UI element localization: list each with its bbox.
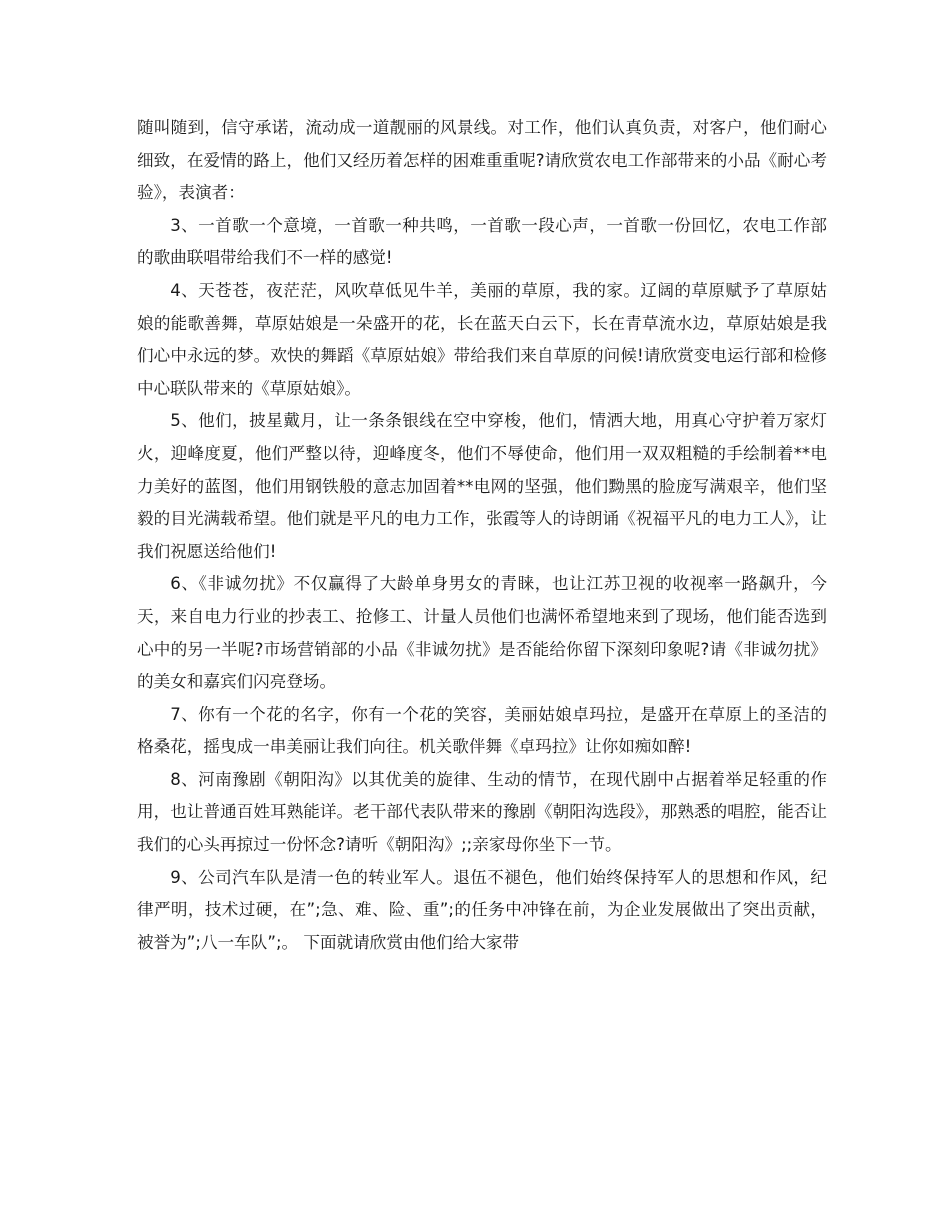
paragraph-3: 4、天苍苍，夜茫茫，风吹草低见牛羊，美丽的草原，我的家。辽阔的草原赋予了草原姑娘的能歌善舞，草原姑娘是一朵盛开的花，长在蓝天白云下，长在青草流水边，草原姑娘是我们心中永远的梦。欢快的舞蹈《草原姑娘》带给我们来自草原的问候!请欣赏变电运行部和检修中心联队带来的《草原姑娘》。 (137, 280, 827, 398)
paragraph-8: 9、公司汽车队是清一色的转业军人。退伍不褪色，他们始终保持军人的思想和作风，纪律严明，技术过硬，在”;急、难、险、重”;的任务中冲锋在前，为企业发展做出了突出贡献，被誉为”;八一车队”;。 下面就请欣赏由他们给大家带 (137, 867, 827, 952)
document-body (137, 112, 827, 959)
paragraph-7: 8、河南豫剧《朝阳沟》以其优美的旋律、生动的情节，在现代剧中占据着举足轻重的作用，也让普通百姓耳熟能详。老干部代表队带来的豫剧《朝阳沟选段》，那熟悉的唱腔，能否让我们的心头再掠过一份怀念?请听《朝阳沟》;;亲家母你坐下一节。 (137, 769, 827, 855)
paragraph-6: 7、你有一个花的名字，你有一个花的笑容，美丽姑娘卓玛拉，是盛开在草原上的圣洁的格桑花，摇曳成一串美丽让我们向往。机关歌伴舞《卓玛拉》让你如痴如醉! (137, 704, 827, 757)
paragraph-2: 3、一首歌一个意境，一首歌一种共鸣，一首歌一段心声，一首歌一份回忆，农电工作部的歌曲联唱带给我们不一样的感觉! (137, 215, 827, 268)
paragraph-4: 5、他们，披星戴月，让一条条银线在空中穿梭，他们，情洒大地，用真心守护着万家灯火，迎峰度夏，他们严整以待，迎峰度冬，他们不辱使命，他们用一双双粗糙的手绘制着**电力美好的蓝图，他们用钢铁般的意志加固着**电网的坚强，他们黝黑的脸庞写满艰辛，他们坚毅的目光满载希望。他们就是平凡的电力工作，张霞等人的诗朗诵《祝福平凡的电力工人》，让我们祝愿送给他们! (137, 411, 827, 561)
paragraph-5: 6、《非诚勿扰》不仅赢得了大龄单身男女的青睐，也让江苏卫视的收视率一路飙升，今天，来自电力行业的抄表工、抢修工、计量人员他们也满怀希望地来到了现场，他们能否选到心中的另一半呢?市场营销部的小品《非诚勿扰》是否能给你留下深刻印象呢?请《非诚勿扰》的美女和嘉宾们闪亮登场。 (137, 574, 827, 692)
paragraph-1: 随叫随到，信守承诺，流动成一道靓丽的风景线。对工作，他们认真负责，对客户，他们耐心细致，在爱情的路上，他们又经历着怎样的困难重重呢?请欣赏农电工作部带来的小品《耐心考验》，表演者： (137, 118, 827, 203)
